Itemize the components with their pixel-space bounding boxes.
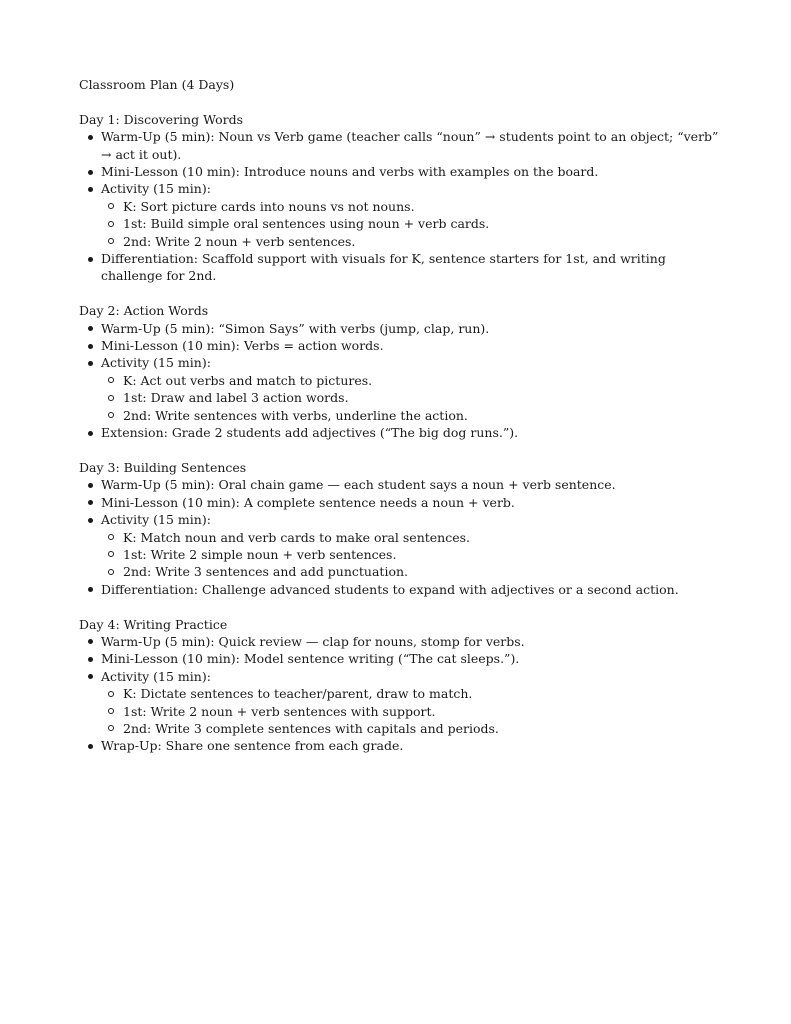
- day-heading: Day 3: Building Sentences: [79, 459, 247, 475]
- sub-list-item: K: Sort picture cards into nouns vs not nouns.: [101, 198, 719, 215]
- document-page: [79, 76, 719, 755]
- list-item-text: Mini-Lesson (10 min): Verbs = action words.: [101, 338, 384, 354]
- sub-list-item: 1st: Draw and label 3 action words.: [101, 389, 719, 406]
- sub-list-item: 1st: Build simple oral sentences using noun + verb cards.: [101, 215, 719, 232]
- list-item-text: Extension: Grade 2 students add adjectives (“The big dog runs.”).: [101, 425, 519, 441]
- list-item: [79, 250, 719, 285]
- list-item: [79, 581, 719, 598]
- sub-list-item: K: Match noun and verb cards to make oral sentences.: [101, 529, 719, 546]
- list-item-text: Activity (15 min):: [101, 355, 211, 371]
- list-item: [79, 668, 719, 738]
- sub-list: [101, 372, 719, 424]
- sub-list-item: 1st: Write 2 noun + verb sentences with support.: [101, 703, 719, 720]
- sub-list-item: 2nd: Write sentences with verbs, underline the action.: [101, 407, 719, 424]
- list-item-text: Warm-Up (5 min): Oral chain game — each student says a noun + verb sentence.: [101, 477, 616, 493]
- list-item: [79, 476, 719, 493]
- list-item-text: Activity (15 min):: [101, 668, 211, 684]
- sub-list-item: 2nd: Write 3 complete sentences with capitals and periods.: [101, 720, 719, 737]
- bullet-list: [79, 320, 719, 442]
- list-item: [79, 633, 719, 650]
- day-heading: Day 1: Discovering Words: [79, 111, 243, 127]
- list-item: [79, 494, 719, 511]
- list-item-text: Warm-Up (5 min): “Simon Says” with verbs (jump, clap, run).: [101, 320, 490, 336]
- bullet-list: [79, 633, 719, 755]
- list-item-text: Activity (15 min):: [101, 181, 211, 197]
- list-item-text: Warm-Up (5 min): Quick review — clap for nouns, stomp for verbs.: [101, 633, 525, 649]
- sub-list-item: K: Dictate sentences to teacher/parent, draw to match.: [101, 685, 719, 702]
- bullet-list: [79, 476, 719, 598]
- document-title: Classroom Plan (4 Days): [79, 77, 235, 92]
- list-item: [79, 354, 719, 424]
- sub-list-item: K: Act out verbs and match to pictures.: [101, 372, 719, 389]
- list-item: [79, 511, 719, 581]
- day-heading: Day 2: Action Words: [79, 303, 209, 319]
- list-item: [79, 650, 719, 667]
- list-item-text: Activity (15 min):: [101, 512, 211, 528]
- sub-list-item: 1st: Write 2 simple noun + verb sentences.: [101, 546, 719, 563]
- day-section: [79, 111, 719, 285]
- day-section: [79, 302, 719, 441]
- list-item: [79, 320, 719, 337]
- list-item: [79, 180, 719, 250]
- days-container: [79, 111, 719, 755]
- sub-list: [101, 685, 719, 737]
- list-item-text: Mini-Lesson (10 min): Model sentence writing (“The cat sleeps.”).: [101, 651, 520, 667]
- list-item-text: Mini-Lesson (10 min): A complete sentence needs a noun + verb.: [101, 494, 515, 510]
- list-item: [79, 737, 719, 754]
- list-item-text: Differentiation: Scaffold support with visuals for K, sentence starters for 1st, and writing challenge for 2nd.: [101, 251, 666, 284]
- list-item-text: Wrap-Up: Share one sentence from each grade.: [101, 738, 404, 754]
- sub-list: [101, 529, 719, 581]
- sub-list: [101, 198, 719, 250]
- day-section: [79, 616, 719, 755]
- bullet-list: [79, 128, 719, 285]
- list-item: [79, 337, 719, 354]
- list-item: [79, 163, 719, 180]
- list-item-text: Mini-Lesson (10 min): Introduce nouns and verbs with examples on the board.: [101, 164, 599, 180]
- list-item: [79, 424, 719, 441]
- day-heading: Day 4: Writing Practice: [79, 616, 228, 632]
- sub-list-item: 2nd: Write 3 sentences and add punctuation.: [101, 563, 719, 580]
- list-item-text: Warm-Up (5 min): Noun vs Verb game (teacher calls “noun” → students point to an object; “verb” → act it out).: [101, 129, 719, 162]
- sub-list-item: 2nd: Write 2 noun + verb sentences.: [101, 233, 719, 250]
- list-item-text: Differentiation: Challenge advanced students to expand with adjectives or a second action.: [101, 581, 679, 597]
- day-section: [79, 459, 719, 598]
- list-item: [79, 128, 719, 163]
